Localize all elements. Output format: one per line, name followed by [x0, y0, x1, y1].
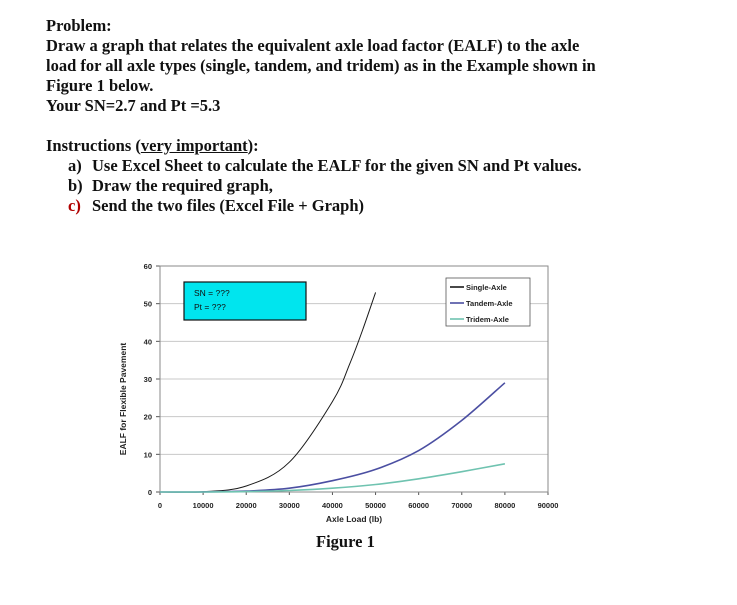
tick-label-y: 60 — [143, 262, 152, 271]
tandem-axle-line — [160, 383, 505, 492]
legend-label: Single-Axle — [466, 283, 507, 292]
instructions-heading-suffix: ): — [247, 136, 259, 155]
instruction-label-b: b) — [68, 176, 83, 195]
tick-label-x: 50000 — [365, 501, 386, 510]
tick-label-x: 80000 — [494, 501, 516, 510]
instruction-label-c: c) — [68, 196, 81, 215]
tick-label-y: 40 — [143, 337, 152, 347]
annotation-text: Pt = ??? — [194, 302, 226, 312]
tick-label-y: 0 — [147, 488, 152, 497]
tick-label-y: 50 — [143, 299, 152, 309]
instruction-item-c — [68, 196, 726, 216]
ealf-chart — [118, 254, 578, 529]
tick-label-x: 10000 — [192, 501, 214, 510]
tick-label-x: 20000 — [235, 501, 257, 510]
instruction-text-a: Use Excel Sheet to calculate the EALF for the given SN and Pt values. — [92, 156, 582, 175]
x-axis-label: Axle Load (lb) — [325, 514, 383, 524]
problem-heading: Problem: — [46, 16, 112, 35]
problem-statement-line-2: load for all axle types (single, tandem, and tridem) as in the Example shown in — [46, 56, 596, 75]
problem-document — [46, 16, 726, 216]
instructions-heading — [46, 136, 726, 156]
tick-label-x: 0 — [157, 501, 163, 510]
legend-label: Tridem-Axle — [466, 315, 509, 324]
given-values: Your SN=2.7 and Pt =5.3 — [46, 96, 221, 115]
instruction-text-c: Send the two files (Excel File + Graph) — [92, 196, 365, 215]
annotation-text: SN = ??? — [194, 288, 230, 298]
instruction-item-b — [68, 176, 726, 196]
instruction-item-a — [68, 156, 726, 176]
tick-label-y: 10 — [143, 450, 152, 460]
instructions-heading-underlined: very important — [140, 136, 248, 155]
tick-label-x: 70000 — [451, 501, 473, 510]
instructions-heading-prefix: Instructions ( — [46, 136, 141, 155]
instruction-text-b: Draw the required graph, — [92, 176, 273, 195]
tick-label-x: 30000 — [278, 501, 300, 510]
instructions-list — [46, 156, 726, 216]
tick-label-x: 90000 — [537, 501, 559, 510]
problem-statement-line-3: Figure 1 below. — [46, 76, 154, 95]
tick-label-x: 60000 — [408, 501, 430, 510]
single-axle-line — [160, 292, 376, 492]
tick-label-y: 30 — [143, 375, 152, 384]
tick-label-y: 20 — [143, 412, 152, 422]
tridem-axle-line — [160, 464, 505, 492]
ealf-chart-svg — [118, 254, 578, 529]
tick-label-x: 40000 — [322, 501, 343, 510]
figure-caption: Figure 1 — [316, 532, 375, 551]
instruction-label-a: a) — [68, 156, 82, 175]
legend-label: Tandem-Axle — [466, 299, 513, 308]
y-axis-label: EALF for Flexible Pavement — [118, 342, 128, 456]
problem-statement-line-1: Draw a graph that relates the equivalent axle load factor (EALF) to the axle — [46, 36, 580, 55]
